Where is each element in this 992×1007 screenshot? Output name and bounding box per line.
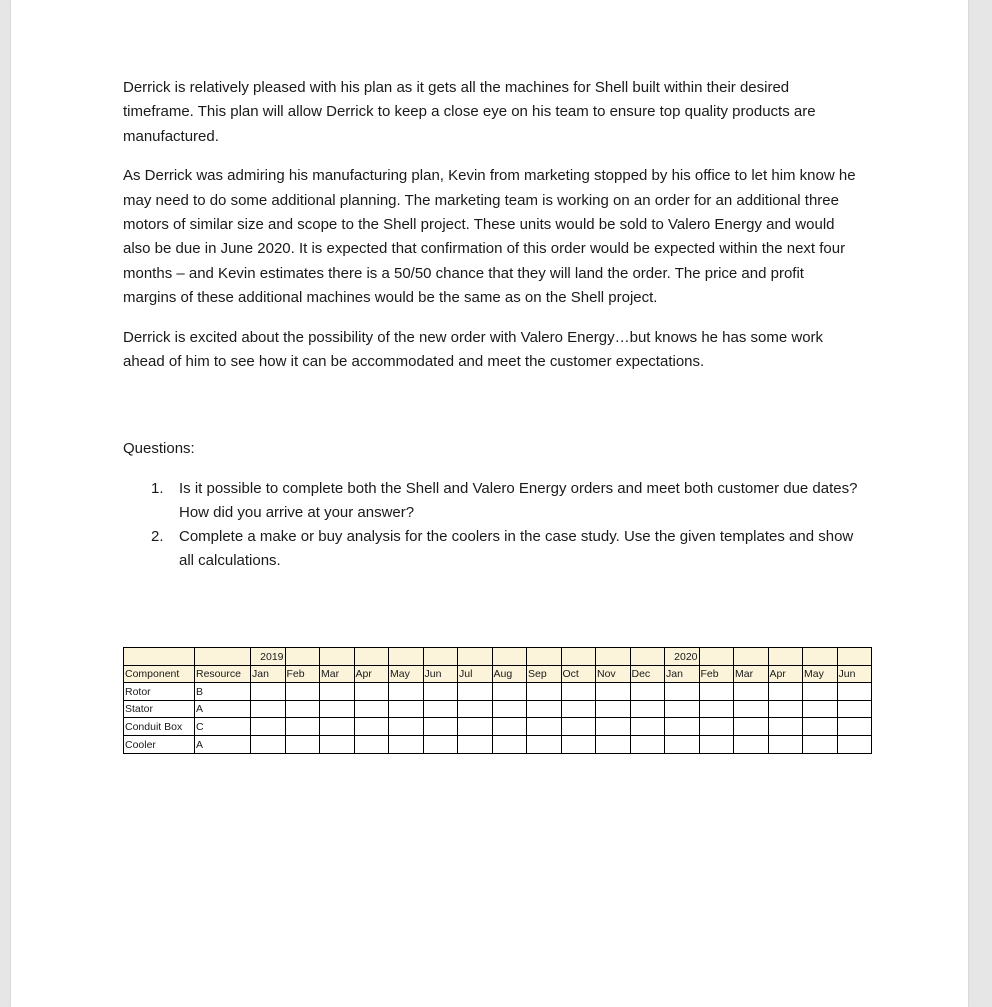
- month-header: Jun: [423, 665, 458, 683]
- year-header-row: [124, 648, 872, 666]
- schedule-cell: [768, 735, 803, 753]
- month-header: May: [803, 665, 838, 683]
- schedule-cell: [527, 735, 562, 753]
- schedule-cell: [734, 718, 769, 736]
- schedule-cell: [285, 683, 320, 701]
- schedule-cell: [527, 700, 562, 718]
- schedule-cell: [285, 735, 320, 753]
- month-header: Jan: [665, 665, 700, 683]
- schedule-cell: [630, 700, 665, 718]
- month-header: May: [389, 665, 424, 683]
- paragraph-1: Derrick is relatively pleased with his plan as it gets all the machines for Shell built within their desired timeframe. This plan will allow Derrick to keep a close eye on his team to ensure top quality products are manufactured.: [123, 79, 816, 145]
- month-header: Oct: [561, 665, 596, 683]
- header-blank-cell: [124, 648, 195, 666]
- resource-cell: B: [195, 683, 251, 701]
- header-blank-cell: [354, 648, 389, 666]
- schedule-cell: [320, 700, 355, 718]
- schedule-cell: [837, 718, 872, 736]
- header-blank-cell: [492, 648, 527, 666]
- schedule-cell: [665, 683, 700, 701]
- month-header: Apr: [768, 665, 803, 683]
- schedule-cell: [423, 718, 458, 736]
- month-header: Feb: [699, 665, 734, 683]
- header-blank-cell: [527, 648, 562, 666]
- component-column-header: Component: [124, 665, 195, 683]
- schedule-cell: [699, 718, 734, 736]
- header-blank-cell: [320, 648, 355, 666]
- resource-cell: A: [195, 700, 251, 718]
- schedule-cell: [389, 718, 424, 736]
- month-header: Nov: [596, 665, 631, 683]
- question-text: Complete a make or buy analysis for the coolers in the case study. Use the given templates and show all calculations.: [179, 528, 854, 570]
- year-label: 2020: [665, 648, 700, 666]
- schedule-cell: [665, 700, 700, 718]
- document-body: [123, 76, 858, 574]
- table-row: [124, 700, 872, 718]
- schedule-cell: [320, 735, 355, 753]
- header-blank-cell: [561, 648, 596, 666]
- schedule-cell: [837, 683, 872, 701]
- schedule-cell: [837, 700, 872, 718]
- schedule-cell: [734, 683, 769, 701]
- questions-list: [123, 477, 858, 574]
- schedule-cell: [561, 683, 596, 701]
- questions-heading: Questions:: [123, 440, 195, 458]
- schedule-cell: [561, 718, 596, 736]
- schedule-cell: [492, 683, 527, 701]
- schedule-cell: [285, 718, 320, 736]
- schedule-cell: [285, 700, 320, 718]
- resource-column-header: Resource: [195, 665, 251, 683]
- month-header: Sep: [527, 665, 562, 683]
- document-page: [11, 0, 968, 1007]
- schedule-cell: [768, 718, 803, 736]
- month-header: Mar: [320, 665, 355, 683]
- schedule-cell: [423, 683, 458, 701]
- header-blank-cell: [195, 648, 251, 666]
- question-item: [151, 525, 858, 574]
- schedule-table: [123, 647, 872, 754]
- header-blank-cell: [596, 648, 631, 666]
- year-label: 2019: [251, 648, 286, 666]
- paragraph-2: As Derrick was admiring his manufacturing plan, Kevin from marketing stopped by his office to let him know he may need to do some additional planning. The marketing team is working on an order for an additional three motors of similar size and scope to the Shell project. These units would be sold to Valero Energy and would also be due in June 2020. It is expected that confirmation of this order would be expected within the next four months – and Kevin estimates there is a 50/50 chance that they will land the order. The price and profit margins of these additional machines would be the same as on the Shell project.: [123, 167, 856, 306]
- schedule-cell: [803, 683, 838, 701]
- header-blank-cell: [837, 648, 872, 666]
- schedule-cell: [768, 700, 803, 718]
- schedule-cell: [251, 683, 286, 701]
- schedule-cell: [699, 735, 734, 753]
- schedule-cell: [423, 735, 458, 753]
- resource-cell: A: [195, 735, 251, 753]
- table-row: [124, 718, 872, 736]
- header-blank-cell: [389, 648, 424, 666]
- schedule-cell: [596, 683, 631, 701]
- header-blank-cell: [423, 648, 458, 666]
- schedule-cell: [561, 735, 596, 753]
- schedule-cell: [458, 700, 493, 718]
- header-blank-cell: [768, 648, 803, 666]
- schedule-cell: [596, 718, 631, 736]
- month-header: Jan: [251, 665, 286, 683]
- schedule-cell: [630, 718, 665, 736]
- schedule-cell: [803, 700, 838, 718]
- header-blank-cell: [285, 648, 320, 666]
- schedule-cell: [354, 700, 389, 718]
- schedule-cell: [665, 735, 700, 753]
- schedule-cell: [320, 718, 355, 736]
- schedule-cell: [492, 735, 527, 753]
- question-number: 1.: [151, 479, 164, 497]
- schedule-cell: [251, 700, 286, 718]
- month-header: Jul: [458, 665, 493, 683]
- question-text: Is it possible to complete both the Shell and Valero Energy orders and meet both customer due dates? How did you arrive at your answer?: [179, 479, 858, 521]
- month-header: Jun: [837, 665, 872, 683]
- schedule-cell: [458, 735, 493, 753]
- schedule-cell: [527, 718, 562, 736]
- schedule-cell: [251, 735, 286, 753]
- schedule-cell: [596, 735, 631, 753]
- schedule-cell: [561, 700, 596, 718]
- schedule-cell: [492, 700, 527, 718]
- schedule-cell: [665, 718, 700, 736]
- schedule-cell: [699, 700, 734, 718]
- schedule-cell: [768, 683, 803, 701]
- schedule-cell: [699, 683, 734, 701]
- schedule-cell: [837, 735, 872, 753]
- schedule-cell: [354, 735, 389, 753]
- schedule-cell: [596, 700, 631, 718]
- schedule-cell: [734, 735, 769, 753]
- month-header: Feb: [285, 665, 320, 683]
- month-header: Aug: [492, 665, 527, 683]
- schedule-cell: [423, 700, 458, 718]
- schedule-cell: [389, 683, 424, 701]
- question-number: 2.: [151, 528, 164, 546]
- table-row: [124, 683, 872, 701]
- schedule-cell: [354, 718, 389, 736]
- schedule-cell: [803, 735, 838, 753]
- header-blank-cell: [458, 648, 493, 666]
- schedule-cell: [458, 683, 493, 701]
- paragraph-3: Derrick is excited about the possibility of the new order with Valero Energy…but knows he has some work ahead of him to see how it can be accommodated and meet the customer expectations.: [123, 328, 824, 370]
- schedule-table-wrap: [123, 647, 872, 754]
- month-header: Mar: [734, 665, 769, 683]
- schedule-cell: [527, 683, 562, 701]
- component-cell: Stator: [124, 700, 195, 718]
- month-header-row: [124, 665, 872, 683]
- component-cell: Cooler: [124, 735, 195, 753]
- resource-cell: C: [195, 718, 251, 736]
- header-blank-cell: [803, 648, 838, 666]
- schedule-cell: [251, 718, 286, 736]
- schedule-cell: [320, 683, 355, 701]
- schedule-cell: [389, 735, 424, 753]
- component-cell: Rotor: [124, 683, 195, 701]
- schedule-cell: [458, 718, 493, 736]
- schedule-cell: [803, 718, 838, 736]
- month-header: Dec: [630, 665, 665, 683]
- month-header: Apr: [354, 665, 389, 683]
- schedule-cell: [630, 683, 665, 701]
- schedule-cell: [389, 700, 424, 718]
- header-blank-cell: [699, 648, 734, 666]
- schedule-cell: [492, 718, 527, 736]
- table-row: [124, 735, 872, 753]
- component-cell: Conduit Box: [124, 718, 195, 736]
- schedule-cell: [354, 683, 389, 701]
- schedule-cell: [630, 735, 665, 753]
- header-blank-cell: [734, 648, 769, 666]
- header-blank-cell: [630, 648, 665, 666]
- schedule-cell: [734, 700, 769, 718]
- question-item: [151, 477, 858, 526]
